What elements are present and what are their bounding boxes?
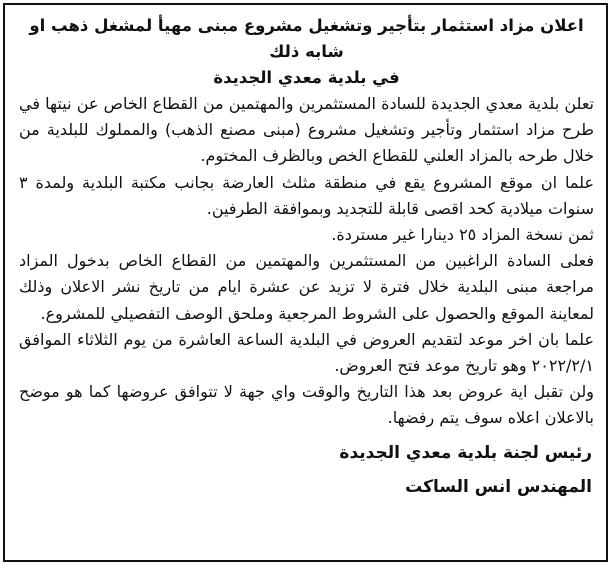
notice-frame [3,3,608,562]
notice-title-line-2: في بلدية معدي الجديدة [213,68,400,87]
signature-title: رئيس لجنة بلدية معدي الجديدة [339,442,592,463]
paragraph-location: علما ان موقع المشروع يقع في منطقة مثلث العارضة بجانب مكتبة البلدية ولمدة ٣ سنوات ميلادية كحد اقصى قابلة للتجديد وبموافقة الطرفين. [19,172,594,218]
paragraph-price: ثمن نسخة المزاد ٢٥ دينارا غير مستردة. [331,225,594,245]
paragraph-announcement: تعلن بلدية معدي الجديدة للسادة المستثمرين والمهتمين من القطاع الخاص عن نيتها في طرح مزاد استثمار وتأجير وتشغيل مشروع (مبنى مصنع الذهب) والمملوك للبلدية من خلال طرحه بالمزاد العلني للقطاع الخص وبالظرف المختوم. [19,94,594,166]
notice-title-line-1: اعلان مزاد استثمار بتأجير وتشغيل مشروع مبنى مهيأ لمشغل ذهب او شابه ذلك [29,16,584,61]
signature-block [19,436,594,504]
paragraph-instructions: فعلى السادة الراغبين من المستثمرين والمهتمين من القطاع الخاص بدخول المزاد مراجعة مبنى البلدية خلال فترة لا تزيد عن عشرة ايام من تاريخ نشر الاعلان وذلك لمعاينة الموقع والحصول على الشروط المرجعية وملحق الوصف التفصيلي للمشروع. [19,251,594,323]
notice-content [5,5,606,510]
signature-name: المهندس انس الساكت [405,476,592,497]
paragraph-deadline: علما بان اخر موعد لتقديم العروض في البلدية الساعة العاشرة من يوم الثلاثاء الموافق ٢٠٢٢/٢/١ وهو تاريخ موعد فتح العروض. [19,329,594,376]
paragraph-rejection: ولن تقبل اية عروض بعد هذا التاريخ والوقت واي جهة لا تتوافق عروضها كما هو موضح بالاعلان اعلاه سوف يتم رفضها. [19,382,594,428]
